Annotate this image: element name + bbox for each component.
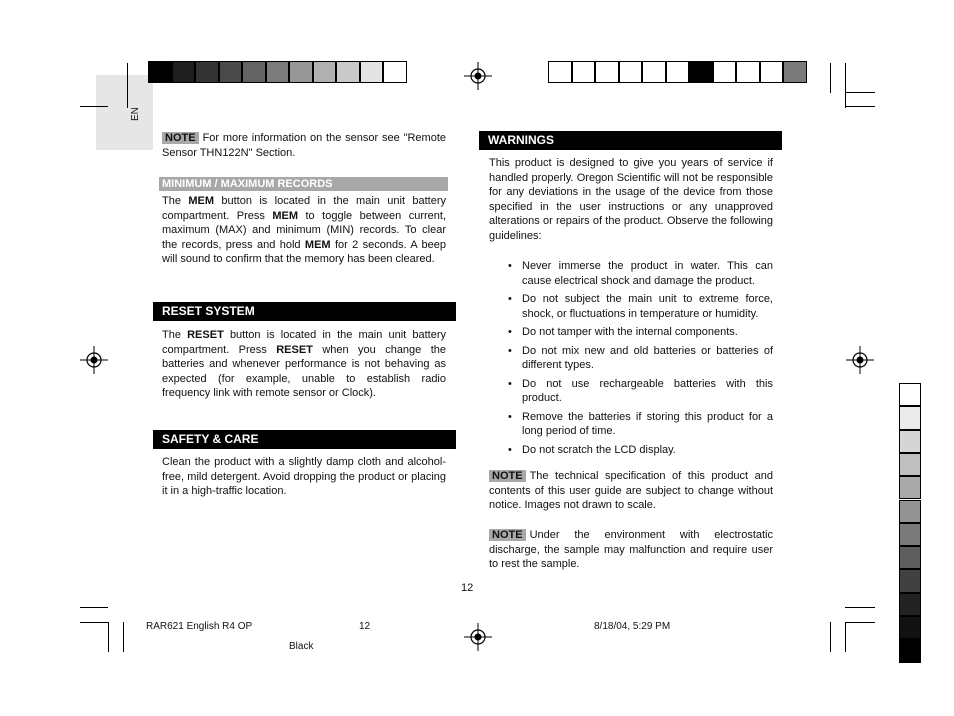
- minmax-heading: MINIMUM / MAXIMUM RECORDS: [159, 177, 448, 191]
- color-swatch: [619, 61, 643, 83]
- color-swatch: [899, 569, 921, 592]
- color-swatch: [783, 61, 807, 83]
- body-text: button is located in the main unit battery compartment. Press: [162, 195, 446, 222]
- list-item: • Do not tamper with the internal components.: [489, 325, 773, 340]
- color-swatch: [899, 546, 921, 569]
- warnings-intro: This product is designed to give you years of service if handled properly. Oregon Scientific will not be responsible for any deviations in the usage of the device from those specified in the user instructions or any unapproved alterations or repairs of the product. Observe the following guidelines:: [489, 157, 773, 242]
- color-swatch: [336, 61, 360, 83]
- language-tab-label: EN: [130, 107, 141, 121]
- sensor-note-text: For more information on the sensor see "Remote Sensor THN122N" Section.: [162, 132, 446, 159]
- color-swatch: [760, 61, 784, 83]
- warnings-list: [489, 259, 773, 461]
- color-swatch: [383, 61, 407, 83]
- esd-note: [489, 528, 773, 572]
- color-swatch: [195, 61, 219, 83]
- note-label: NOTE: [489, 529, 526, 541]
- note-label: NOTE: [162, 132, 199, 144]
- body-text: when you change the batteries and whenever performance is not behaving as expected (for example, unable to establish radio frequency link with remote sensor or Clock).: [162, 343, 447, 399]
- list-item: • Never immerse the product in water. This can cause electrical shock and damage the product.: [489, 259, 773, 288]
- color-swatch: [289, 61, 313, 83]
- minmax-body: [162, 194, 446, 267]
- color-swatch: [572, 61, 596, 83]
- footer-color: Black: [289, 641, 314, 652]
- list-item: • Do not mix new and old batteries or batteries of different types.: [489, 344, 773, 373]
- button-name: MEM: [188, 195, 214, 207]
- color-swatch: [899, 523, 921, 546]
- color-swatch: [899, 383, 921, 406]
- color-swatch: [242, 61, 266, 83]
- color-swatch: [899, 406, 921, 429]
- body-text: for 2 seconds. A beep will sound to confirm that the memory has been cleared.: [162, 238, 447, 265]
- page-number: 12: [461, 582, 474, 594]
- button-name: RESET: [276, 343, 313, 356]
- spec-note-text: The technical specification of this product and contents of this user guide are subject to change without notice. Images not drawn to scale.: [489, 470, 773, 511]
- warnings-heading: WARNINGS: [479, 131, 782, 150]
- registration-mark-icon: [846, 346, 874, 374]
- color-swatch: [172, 61, 196, 83]
- button-name: RESET: [187, 329, 224, 341]
- list-item: • Remove the batteries if storing this product for a long period of time.: [489, 410, 773, 439]
- color-swatch: [899, 593, 921, 616]
- spec-note: [489, 469, 773, 513]
- button-name: MEM: [304, 238, 331, 251]
- color-swatch: [736, 61, 760, 83]
- registration-mark-icon: [464, 623, 492, 651]
- footer-filename: RAR621 English R4 OP: [146, 621, 253, 632]
- color-swatch: [899, 476, 921, 499]
- button-name: MEM: [272, 209, 299, 222]
- language-tab: [96, 75, 153, 150]
- color-swatch: [689, 61, 713, 83]
- color-swatch: [219, 61, 243, 83]
- body-text: to toggle between current, maximum (MAX) and minimum (MIN) records. To clear the records, press and hold: [162, 209, 446, 251]
- color-swatch: [642, 61, 666, 83]
- body-text: The: [162, 329, 188, 341]
- safety-body: Clean the product with a slightly damp cloth and alcohol-free, mild detergent. Avoid dropping the product or placing it in a high-traffic location.: [162, 456, 446, 497]
- color-swatch: [899, 500, 921, 523]
- color-swatch: [595, 61, 619, 83]
- color-swatch: [548, 61, 572, 83]
- footer-datetime: 8/18/04, 5:29 PM: [594, 621, 671, 632]
- color-swatch: [148, 61, 172, 83]
- color-swatch: [666, 61, 690, 83]
- body-text: button is located in the main unit battery compartment. Press: [162, 329, 446, 356]
- color-swatch: [313, 61, 337, 83]
- color-swatch: [899, 453, 921, 476]
- registration-mark-icon: [464, 62, 492, 90]
- esd-note-text: Under the environment with electrostatic discharge, the sample may malfunction and require user to rest the sample.: [489, 529, 773, 570]
- color-swatch: [266, 61, 290, 83]
- color-swatch: [899, 639, 921, 662]
- note-label: NOTE: [489, 470, 526, 482]
- footer-page: 12: [359, 621, 371, 632]
- reset-body: [162, 328, 446, 401]
- list-item: • Do not use rechargeable batteries with this product.: [489, 377, 773, 406]
- list-item: • Do not scratch the LCD display.: [489, 443, 773, 458]
- registration-mark-icon: [80, 346, 108, 374]
- sensor-note: [162, 131, 446, 160]
- color-swatch: [899, 430, 921, 453]
- reset-heading: RESET SYSTEM: [153, 302, 456, 321]
- color-swatch: [360, 61, 384, 83]
- color-swatch: [713, 61, 737, 83]
- color-swatch: [899, 616, 921, 639]
- list-item: • Do not subject the main unit to extreme force, shock, or fluctuations in temperature or humidity.: [489, 292, 773, 321]
- body-text: The: [162, 195, 189, 207]
- safety-heading: SAFETY & CARE: [153, 430, 456, 449]
